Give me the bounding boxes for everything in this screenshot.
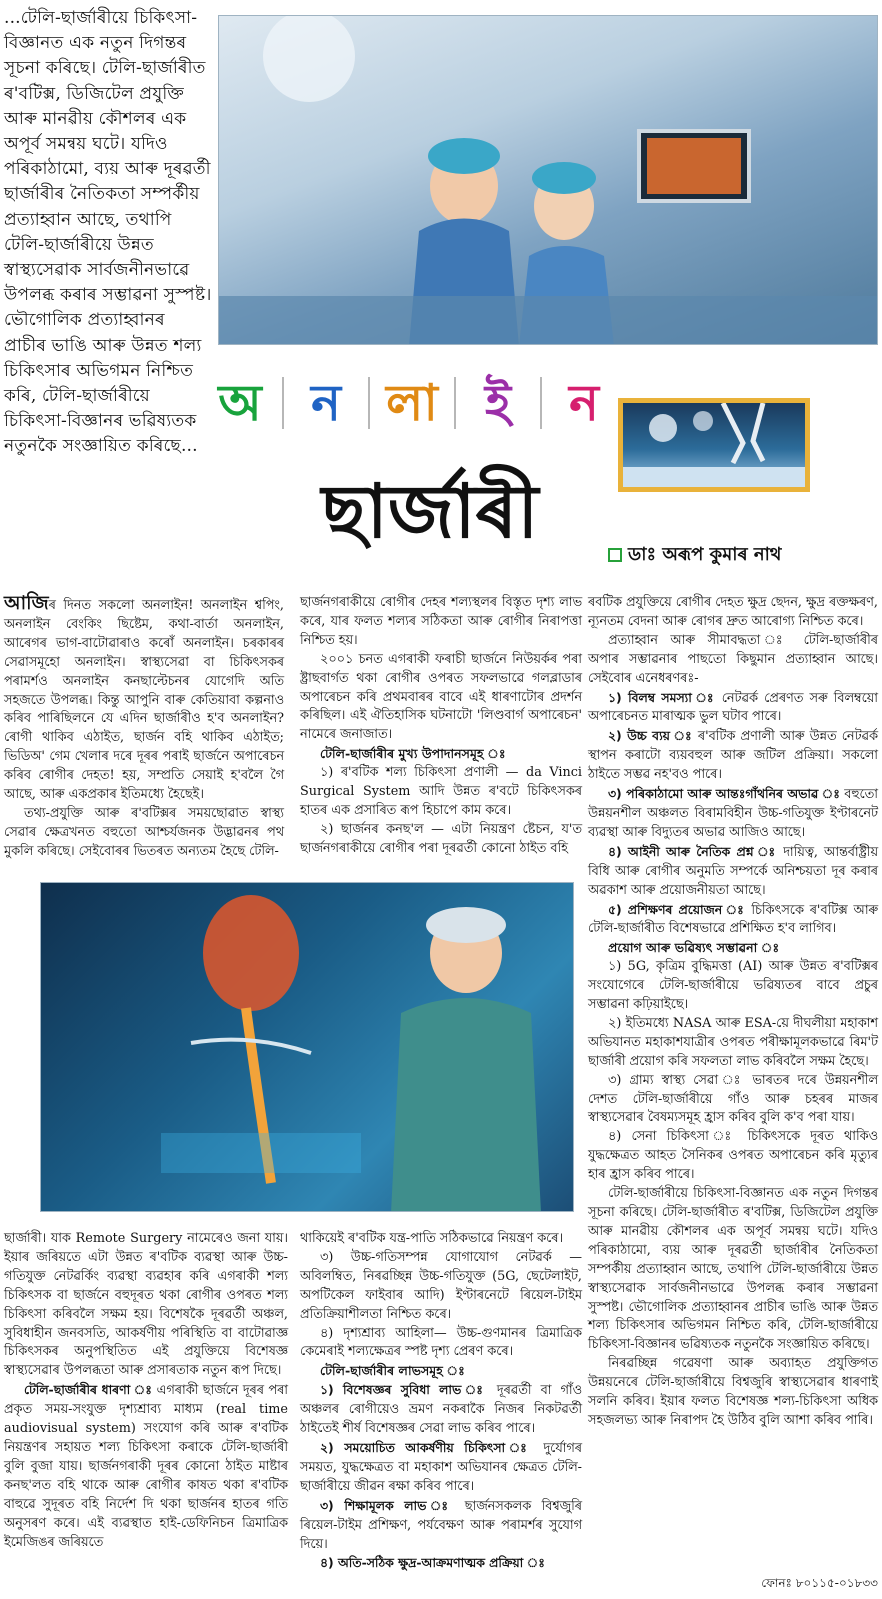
column-1-top (4, 594, 284, 866)
paragraph-text: তথ্য-প্ৰযুক্তি আৰু ৰ'বটিক্সৰ সময়ছোৱাত স্বাস্থ্য সেৱাৰ ক্ষেত্ৰখনত বহুতো আশ্চৰ্যজনক উদ্ভাৱনৰ পথ মুকলি কৰিছে। সেইবোৰৰ ভিতৰত অন্যতম হৈছে টেলি- (4, 805, 284, 859)
inline-heading: ৪) অতি-সঠিক ক্ষুদ্ৰ-আক্ৰমণাত্মক প্ৰক্ৰিয়া ঃ (320, 1555, 545, 1571)
paragraph-text: দায়িত্ব, আন্তৰ্বাষ্ট্ৰীয় বিধি আৰু ৰোগীৰ অনুমতি সম্পৰ্কে অনিশ্চয়তা দূৰ কৰাৰ অৱকাশ আৰু প্ৰয়োজনীয়তা আছে। (588, 844, 878, 898)
title-online (212, 368, 612, 438)
paragraph-text: ৩) উচ্চ-গতিসম্পন্ন যোগাযোগ নেটৱৰ্ক — অবিলম্বিত, নিৰৱচ্ছিন্ন উচ্চ-গতিযুক্ত (5G, ছেটেলাইট, অপটিকেল ফাইবাৰ আদি) ইণ্টাৰনেটে ৰিয়েল-টাইম প্ৰতিক্ৰিয়াশীলতা নিশ্চিত কৰে। (300, 1249, 582, 1322)
paragraph-text: ১) 5G, কৃত্ৰিম বুদ্ধিমত্তা (AI) আৰু উন্নত ৰ'বটিক্সৰ সংযোগেৰে টেলি-ছাৰ্জাৰীয়ে ভৱিষ্যতৰ বাবে প্ৰচুৰ সম্ভাৱনা কঢ়িয়াইছে। (588, 959, 878, 1013)
title-letter-1: অ (218, 374, 262, 432)
paragraph-text: এগৰাকী ছাৰ্জনে দূৰৰ পৰা প্ৰকৃত সময়-সংযুক্ত দৃশ্যশ্ৰাব্য মাধ্যম (real time audiovisual system) সংযোগ কৰি আৰু ৰ'বটিক নিয়ন্ত্ৰণৰ সহায়ত শল্য চিকিৎসা কৰাকে টেলি-ছাৰ্জাৰী বুলি বুজা যায়। ছাৰ্জনগৰাকী দূৰৰ কোনো ঠাইত মাষ্টাৰ কনছ'লত বহি থাকে আৰু ৰোগীৰ কাষত থকা ৰ'বটিক বাহুৱে সুদূৰত বহি নিৰ্দেশ দি থকা ছাৰ্জনৰ হাতৰ গতি অনুসৰণ কৰে। এই ব্যৱস্থাত হাই-ডেফিনিচন ত্ৰিমাত্ৰিক ইমেজিঙৰ জৰিয়তে (4, 1383, 288, 1550)
title-divider (540, 377, 542, 429)
paragraph (300, 1381, 582, 1439)
paragraph-text: টেলি-ছাৰ্জাৰীয়ে চিকিৎসা-বিজ্ঞানত এক নতুন দিগন্তৰ সূচনা কৰিছে। টেলি-ছাৰ্জাৰীত ৰ'বটিক্স, ডিজিটেল প্ৰযুক্তি আৰু মানৱীয় কৌশলৰ এক অপূৰ্ব সমন্বয় ঘটে। যদিও পৰিকাঠামো, ব্যয় আৰু দূৰৱৰ্তী ছাৰ্জাৰীৰ নৈতিকতা সম্পৰ্কীয় প্ৰত্যাহ্বান আছে, তথাপি টেলি-ছাৰ্জাৰীয়ে উন্নত স্বাস্থ্যসেৱাক সাৰ্বজনীনভাৱে উপলব্ধ কৰাৰ সম্ভাৱনা সুস্পষ্ট। ভৌগোলিক প্ৰত্যাহ্বানৰ প্ৰাচীৰ ভাঙি আৰু উন্নত শল্য চিকিৎসাৰ অভিগমন নিশ্চিত কৰি, টেলি-ছাৰ্জাৰীয়ে চিকিৎসা-বিজ্ঞানৰ ভৱিষ্যতক নতুনকৈ সংজ্ঞায়িত কৰিছে। (588, 1186, 878, 1353)
paragraph (588, 727, 878, 785)
paragraph (588, 1355, 878, 1431)
section-heading: টেলি-ছাৰ্জাৰীৰ মুখ্য উপাদানসমূহ ঃ (320, 746, 506, 762)
paragraph (588, 594, 878, 632)
paragraph (4, 594, 284, 805)
phone-number: ফোনঃ ৮০১১৫-০১৮৩৩ (761, 1576, 878, 1590)
inline-heading: ২) সময়োচিত আকৰ্ষণীয় চিকিৎসা ঃ (320, 1439, 534, 1455)
operating-room-illustration (219, 16, 878, 345)
paragraph (588, 1185, 878, 1355)
paragraph-text: ৰ দিনত সকলো অনলাইন! অনলাইন শ্বপিং, অনলাইন বেংকিং ছিষ্টেম, কথা-বাৰ্তা অনলাইন, আৰেগৰ ভাগ-বাটোৱাৰাও কৰোঁ অনলাইন। চৰকাৰৰ সেৱাসমূহো অনলাইন। স্বাস্থ্যসেৱা বা চিকিৎসকৰ পৰামৰ্শও অনলাইন কনছাল্টেচনৰ যোগেদি অতি সহজতে উপলব্ধ। কিন্তু আপুনি বাৰু কেতিয়াবা কল্পনাও কৰিব পাৰিছিলনে যে এদিন ছাৰ্জাৰীও হ'ব অনলাইন? ৰোগী থাকিব এঠাইত, ছাৰ্জন বহি থাকিব এঠাইত; ভিডিঅ' গেম খেলাৰ দৰে দূৰৰ পৰাই ছাৰ্জনে অপাৰেচন কৰিব ৰোগীৰ দেহত! হয়, সম্প্ৰতি সেয়াই হ'বলৈ গৈ আছে, আৰু একপ্ৰকাৰ ইতিমধ্যে হৈছেই। (4, 598, 284, 803)
surgery-photo (218, 15, 878, 345)
inline-heading: ৩) পৰিকাঠামো আৰু আন্তঃগাঁথনিৰ অভাৱ ঃ (608, 786, 841, 802)
hologram-surgery-illustration (41, 883, 574, 1212)
paragraph (4, 1381, 288, 1552)
title-divider (454, 377, 456, 429)
author-name: ডাঃ অৰূপ কুমাৰ নাথ (628, 544, 782, 565)
paragraph-text: নেটৱৰ্ক প্ৰেৰণত সৰু বিলম্বয়ো অপাৰেচনত মাৰাত্মক ভুল ঘটাব পাৰে। (588, 690, 878, 725)
title-letter-4: ই (484, 374, 511, 432)
column-1-bottom (4, 1230, 288, 1595)
inline-heading: ৩) শিক্ষামূলক লাভ ঃ (320, 1497, 455, 1513)
paragraph-text: ২) ছাৰ্জনৰ কনছ'ল — এটা নিয়ন্ত্ৰণ ষ্টেচন, য'ত ছাৰ্জনগৰাকীয়ে ৰোগীৰ পৰা দূৰৱৰ্তী কোনো ঠাইত বহি (300, 821, 582, 856)
paragraph-text: ৪) দৃশ্যশ্ৰাব্য আহিলা— উচ্চ-গুণমানৰ ত্ৰিমাত্ৰিক কেমেৰাই শল্যক্ষেত্ৰৰ স্পষ্ট দৃশ্য প্ৰেৰণ কৰে। (300, 1325, 582, 1360)
title-letter-5: ন (569, 374, 599, 432)
paragraph-text: দুৰ্যোগৰ সময়ত, যুদ্ধক্ষেত্ৰত বা মহাকাশ অভিযানৰ ক্ষেত্ৰত টেলি-ছাৰ্জাৰীয়ে জীৱন ৰক্ষা কৰিব পাৰে। (300, 1440, 582, 1494)
paragraph-text: থাকিয়েই ৰ'বটিক যন্ত্ৰ-পাতি সঠিকভাৱে নিয়ন্ত্ৰণ কৰে। (300, 1231, 564, 1246)
paragraph (588, 785, 878, 843)
column-2-bottom (300, 1230, 582, 1595)
section-heading: টেলি-ছাৰ্জাৰীৰ লাভসমূহ ঃ (320, 1363, 465, 1379)
robot-arm-illustration (623, 403, 805, 487)
paragraph-text: ১) ৰ'বটিক শল্য চিকিৎসা প্ৰণালী — da Vinci Surgical System আদি উন্নত ৰ'বটে চিকিৎসকৰ হাতৰ এক প্ৰসাৰিত ৰূপ হিচাপে কাম কৰে। (300, 765, 582, 818)
paragraph (300, 821, 582, 859)
paragraph-text: ২০০১ চনত এগৰাকী ফৰাচী ছাৰ্জনে নিউয়ৰ্কৰ পৰা ষ্ট্ৰাছবাৰ্গত থকা ৰোগীৰ ওপৰত সফলভাৱে গলব্লাডাৰ অপাৰেচন কৰি প্ৰথমবাৰৰ বাবে এই ধাৰণাটোৰ প্ৰদৰ্শন কৰিছিল। এই ঐতিহাসিক ঘটনাটো 'লিণ্ডবাৰ্গ অপাৰেচন' নামেৰে জনাজাত। (300, 651, 582, 743)
section-heading: প্ৰয়োগ আৰু ভৱিষ্যৎ সম্ভাৱনা ঃ (608, 940, 780, 956)
paragraph-text: নিৰৱচ্ছিন্ন গৱেষণা আৰু অব্যাহত প্ৰযুক্তিগত উন্নয়নেৰে টেলি-ছাৰ্জাৰীয়ে বিশ্বজুৰি স্বাস্থ্যসেৱাৰ ধাৰণাই সলনি কৰিব। ইয়াৰ ফলত বিশেষজ্ঞ শল্য-চিকিৎসা অধিক সহজলভ্য আৰু নিৰাপদ হৈ উঠিব বুলি আশা কৰিব পাৰি। (588, 1356, 878, 1428)
paragraph-text: চিকিৎসকে ৰ'বটিক্স আৰু টেলি-ছাৰ্জাৰীত বিশেষভাৱে প্ৰশিক্ষিত হ'ব লাগিব। (588, 902, 879, 937)
paragraph (300, 1249, 582, 1325)
paragraph-text: প্ৰত্যাহ্বান আৰু সীমাবদ্ধতা ঃ টেলি-ছাৰ্জাৰীৰ অপাৰ সম্ভাৱনাৰ পাছতো কিছুমান প্ৰত্যাহ্বান আছে। সেইবোৰ এনেধৰণৰঃ- (588, 632, 878, 686)
intro-paragraph: ...টেলি-ছাৰ্জাৰীয়ে চিকিৎসা-বিজ্ঞানত এক নতুন দিগন্তৰ সূচনা কৰিছে। টেলি-ছাৰ্জাৰীত ৰ'বটিক্স, ডিজিটেল প্ৰযুক্তি আৰু মানৱীয় কৌশলৰ এক অপূৰ্ব সমন্বয় ঘটে। যদিও পৰিকাঠামো, ব্যয় আৰু দূৰৱৰ্তী ছাৰ্জাৰীৰ নৈতিকতা সম্পৰ্কীয় প্ৰত্যাহ্বান আছে, তথাপি টেলি-ছাৰ্জাৰীয়ে উন্নত স্বাস্থ্যসেৱাক সাৰ্বজনীনভাৱে উপলব্ধ কৰাৰ সম্ভাৱনা সুস্পষ্ট। ভৌগোলিক প্ৰত্যাহ্বানৰ প্ৰাচীৰ ভাঙি আৰু উন্নত শল্য চিকিৎসাৰ অভিগমন নিশ্চিত কৰি, টেলি-ছাৰ্জাৰীয়ে চিকিৎসা-বিজ্ঞানৰ ভৱিষ্যতক নতুনকৈ সংজ্ঞায়িত কৰিছে... (4, 8, 212, 457)
byline-square-icon (608, 548, 622, 562)
title-letter-2: ন (311, 374, 341, 432)
inline-heading: ২) উচ্চ ব্যয় ঃ (608, 728, 693, 744)
hologram-surgeon-photo (40, 882, 574, 1212)
column-2-top (300, 594, 582, 866)
paragraph (300, 764, 582, 821)
paragraph (300, 1497, 582, 1555)
paragraph-text: ৩) গ্ৰাম্য স্বাস্থ্য সেৱা ঃ ভাৰতৰ দৰে উন্নয়নশীল দেশত টেলি-ছাৰ্জাৰীয়ে গাঁও আৰু চহৰৰ মাজৰ স্বাস্থ্যসেৱাৰ বৈষম্যসমূহ হ্ৰাস কৰিব বুলি ক'ব পৰা যায়। (588, 1072, 878, 1126)
paragraph (588, 958, 878, 1015)
paragraph (588, 1015, 878, 1072)
paragraph-text: ৪) সেনা চিকিৎসা ঃ চিকিৎসকে দূৰত থাকিও যুদ্ধক্ষেত্ৰত আহত সৈনিকৰ ওপৰত অপাৰেচন কৰি মৃত্যুৰ হাৰ হ্ৰাস কৰিব পাৰে। (588, 1129, 878, 1183)
paragraph-text: দূৰৱৰ্তী বা গাঁও অঞ্চলৰ ৰোগীয়েও ভ্ৰমণ নকৰাকৈ নিজৰ নিকটৱৰ্তী ঠাইতেই শীৰ্ষ বিশেষজ্ঞৰ সেৱা লাভ কৰিব পাৰে। (300, 1383, 582, 1437)
inline-heading: ১) বিলম্ব সমস্যা ঃ (608, 689, 716, 705)
paragraph (588, 843, 878, 901)
paragraph (300, 1230, 582, 1249)
paragraph-text: বহুতো উন্নয়নশীল অঞ্চলত বিৰামবিহীন উচ্চ-গতিযুক্ত ইণ্টাৰনেট ব্যৱস্থা আৰু বিদ্যুতৰ অভাৱ আজিও আছে। (588, 787, 878, 840)
paragraph (4, 805, 284, 862)
inline-heading: ৫) প্ৰশিক্ষণৰ প্ৰয়োজন ঃ (608, 901, 746, 917)
paragraph (300, 1554, 582, 1574)
paragraph-text: ছাৰ্জনগৰাকীয়ে ৰোগীৰ দেহৰ শল্যস্থলৰ বিস্তৃত দৃশ্য লাভ কৰে, যাৰ ফলত শল্যৰ সঠিকতা আৰু ৰোগীৰ নিৰাপত্তা নিশ্চিত হয়। (300, 595, 582, 648)
paragraph (588, 632, 878, 689)
paragraph (300, 1325, 582, 1363)
paragraph (4, 1230, 288, 1381)
paragraph-text: ৰবটিক প্ৰযুক্তিয়ে ৰোগীৰ দেহত ক্ষুদ্ৰ ছেদন, ক্ষুদ্ৰ ৰক্তক্ষৰণ, ন্যূনতম বেদনা আৰু ৰোগৰ দ্ৰুত আৰোগ্য নিশ্চিত কৰে। (588, 595, 878, 629)
title-divider (282, 377, 284, 429)
paragraph (588, 689, 878, 728)
author-byline (608, 540, 878, 570)
title-letter-3: লা (386, 374, 438, 432)
robotic-surgery-inset (618, 398, 810, 492)
column-3 (588, 594, 878, 1559)
inline-heading: টেলি-ছাৰ্জাৰীৰ ধাৰণা ঃ (24, 1382, 153, 1398)
paragraph (588, 901, 878, 940)
paragraph (300, 594, 582, 651)
paragraph (300, 651, 582, 746)
paragraph-text: ২) ইতিমধ্যে NASA আৰু ESA-য়ে দীঘলীয়া মহাকাশ অভিযানত মহাকাশযাত্ৰীৰ ওপৰত পৰীক্ষামূলকভাৱে ৰিম'ট ছাৰ্জাৰী প্ৰয়োগ কৰি সফলতা লাভ কৰিবলৈ সক্ষম হৈছে। (588, 1015, 878, 1069)
paragraph (588, 1072, 878, 1129)
paragraph (588, 1128, 878, 1185)
paragraph-text: ৰ'বটিক প্ৰণালী আৰু উন্নত নেটৱৰ্ক স্থাপন কৰাটো ব্যয়বহুল আৰু জটিল প্ৰক্ৰিয়া। সকলো ঠাইতে সম্ভৱ নহ'বও পাৰে। (588, 729, 878, 783)
title-divider (368, 377, 370, 429)
inline-heading: ১) বিশেষজ্ঞৰ সুবিধা লাভ ঃ (320, 1382, 488, 1398)
paragraph-text: ছাৰ্জনসকলক বিশ্বজুৰি ৰিয়েল-টাইম প্ৰশিক্ষণ, পৰ্যবেক্ষণ আৰু পৰামৰ্শৰ সুযোগ দিয়ে। (300, 1498, 582, 1552)
title-surgery: ছাৰ্জাৰী (321, 469, 539, 555)
drop-cap: আজি (4, 592, 49, 614)
paragraph (300, 1439, 582, 1497)
inline-heading: ৪) আইনী আৰু নৈতিক প্ৰশ্ন ঃ (608, 843, 778, 859)
paragraph-text: ছাৰ্জাৰী। যাক Remote Surgery নামেৰেও জনা যায়। ইয়াৰ জৰিয়তে এটা উন্নত ৰ'বটিক ব্যৱস্থা আৰু উচ্চ-গতিযুক্ত নেটৱৰ্কিং ব্যৱস্থা ব্যৱহাৰ কৰি এগৰাকী শল্য চিকিৎসক বা ছাৰ্জনে বহুদূৰত থকা ৰোগীৰ ওপৰত শল্য চিকিৎসা কৰিবলৈ সক্ষম হয়। বিশেষকৈ দূৰৱৰ্তী অঞ্চল, সুবিধাহীন জনবসতি, আকৰ্ষণীয় পৰিস্থিতি বা বাটোৱাজ্ঞ চিকিৎসকৰ অনুপস্থিতিত এই প্ৰযুক্তিয়ে বিশেষজ্ঞ স্বাস্থ্যসেৱাৰ উপলব্ধতা আৰু প্ৰসাৰতাক নতুন ৰূপ দিছে। (4, 1231, 288, 1379)
